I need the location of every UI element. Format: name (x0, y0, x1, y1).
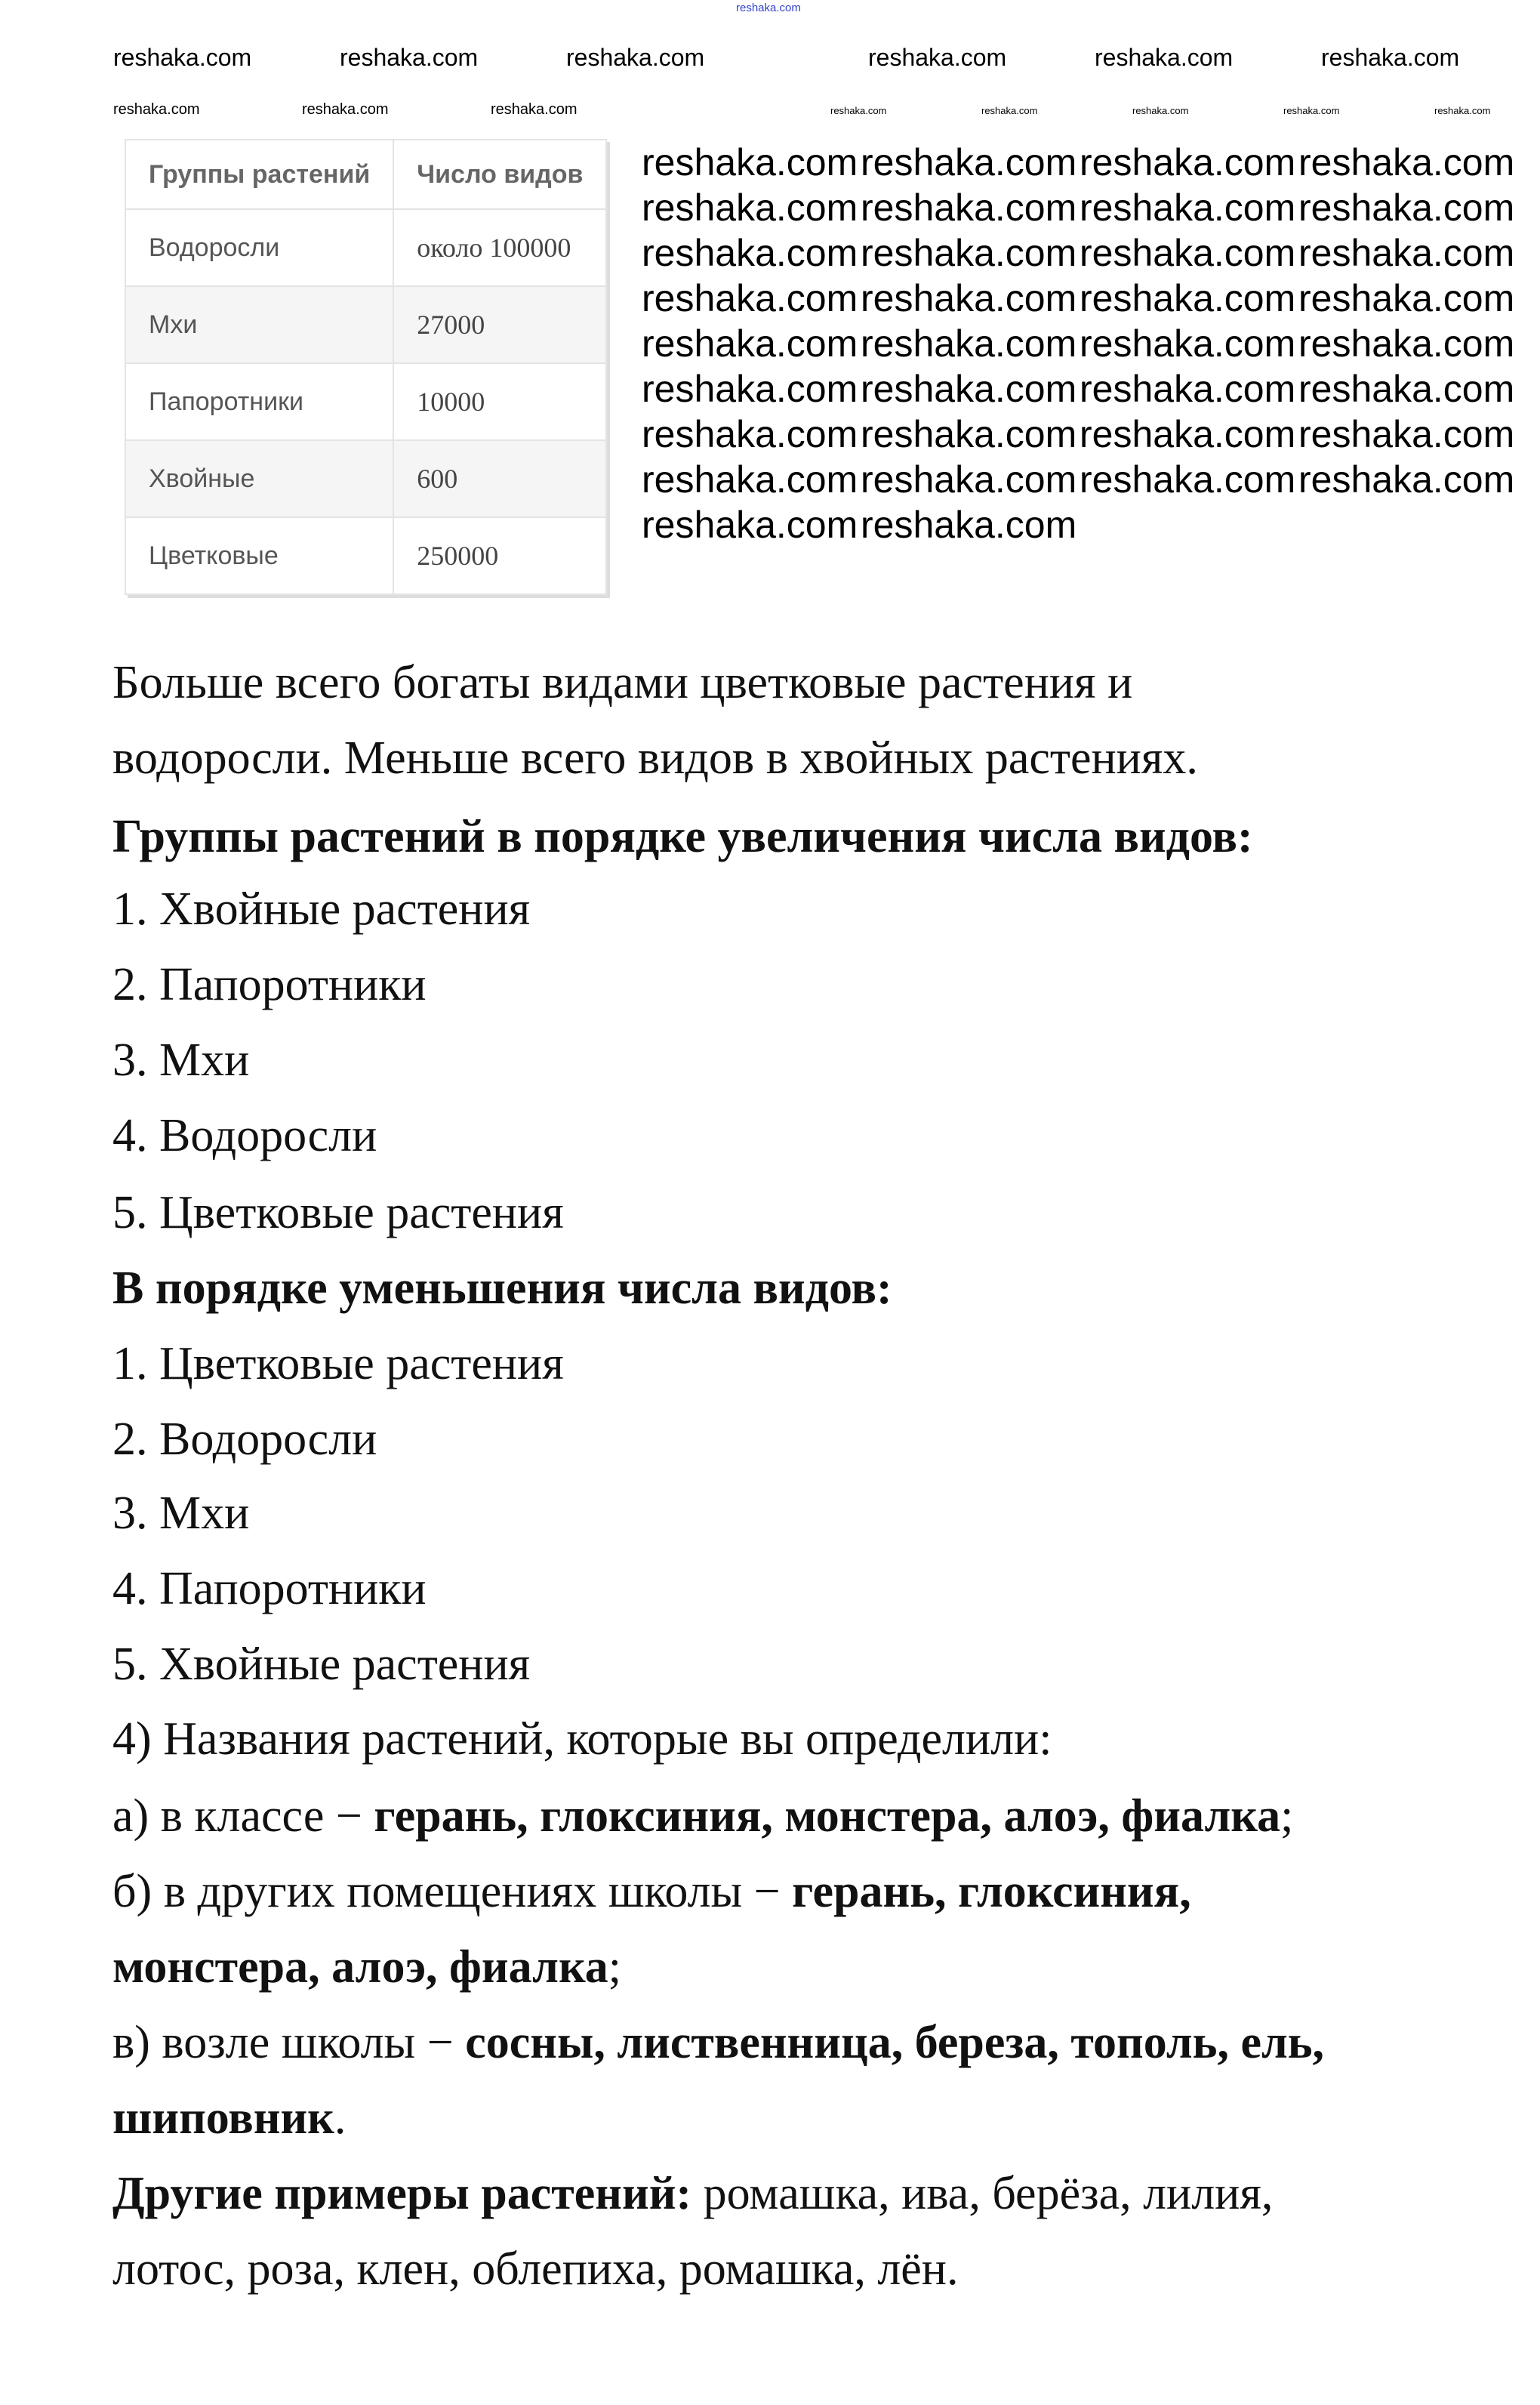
watermark: reshaka.com (1298, 232, 1515, 274)
watermark: reshaka.com (642, 141, 858, 183)
other-examples (112, 2163, 1273, 2224)
header-count: Число видов (393, 140, 606, 209)
plant-species-table (125, 139, 607, 595)
watermark: reshaka.com (1080, 368, 1296, 410)
cell-count: 600 (393, 440, 606, 517)
watermark: reshaka.com (1434, 105, 1491, 116)
watermark: reshaka.com (1095, 44, 1234, 71)
heading-increase: Группы растений в порядке увеличения числа видов: (112, 811, 1253, 862)
punct: . (334, 2092, 346, 2144)
answer-v-plants: сосны, лиственница, береза, тополь, ель, (465, 2017, 1325, 2068)
watermark: reshaka.com (1080, 277, 1296, 319)
cell-count: 10000 (393, 363, 606, 440)
answer-a-prefix: а) в классе − (112, 1790, 374, 1842)
watermark: reshaka.com (1298, 277, 1515, 319)
answer-b (112, 1861, 1191, 1922)
watermark: reshaka.com (1080, 187, 1296, 229)
other-examples-cont: лотос, роза, клен, облепиха, ромашка, лён. (112, 2243, 959, 2295)
watermark: reshaka.com (642, 368, 858, 410)
watermark: reshaka.com (868, 44, 1007, 71)
answer-b-cont (112, 1937, 621, 1997)
list-item: 4. Папоротники (112, 1563, 427, 1614)
other-label: Другие примеры растений: (112, 2168, 692, 2219)
other-list: ромашка, ива, берёза, лилия, (691, 2168, 1274, 2219)
watermark: reshaka.com (642, 277, 858, 319)
cell-group: Цветковые (125, 517, 393, 594)
watermark: reshaka.com (1321, 44, 1460, 71)
watermark: reshaka.com (861, 413, 1077, 455)
watermark: reshaka.com (566, 44, 705, 71)
watermark: reshaka.com (861, 232, 1077, 274)
list-item: 5. Цветковые растения (112, 1187, 564, 1238)
watermark: reshaka.com (1298, 368, 1515, 410)
answer-a-plants: герань, глоксиния, монстера, алоэ, фиалка (374, 1790, 1281, 1842)
watermark: reshaka.com (302, 101, 389, 118)
watermark: reshaka.com (1298, 322, 1515, 365)
list-item: 3. Мхи (112, 1488, 250, 1539)
watermark: reshaka.com (642, 187, 858, 229)
list-item: 2. Водоросли (112, 1414, 377, 1465)
watermark: reshaka.com (861, 322, 1077, 365)
cell-group: Хвойные (125, 440, 393, 517)
watermark: reshaka.com (861, 141, 1077, 183)
watermark: reshaka.com (642, 458, 858, 501)
list-item: 3. Мхи (112, 1034, 250, 1086)
paragraph-line: Больше всего богаты видами цветковые растения и (112, 657, 1133, 708)
watermark: reshaka.com (642, 504, 858, 546)
watermark: reshaka.com (1298, 458, 1515, 501)
header-group: Группы растений (125, 140, 393, 209)
watermark: reshaka.com (1080, 413, 1296, 455)
cell-count: около 100000 (393, 209, 606, 286)
list-item: 1. Хвойные растения (112, 883, 531, 935)
watermark: reshaka.com (1283, 105, 1340, 116)
watermark: reshaka.com (1080, 232, 1296, 274)
punct: ; (1280, 1790, 1294, 1842)
watermark: reshaka.com (1298, 141, 1515, 183)
heading-decrease: В порядке уменьшения числа видов: (112, 1263, 892, 1314)
answer-b-prefix: б) в других помещениях школы − (112, 1866, 793, 1917)
cell-count: 250000 (393, 517, 606, 594)
answer-v-cont (112, 2088, 346, 2148)
watermark: reshaka.com (1080, 458, 1296, 501)
answer-v-plants: шиповник (112, 2092, 334, 2144)
list-item: 4. Водоросли (112, 1110, 377, 1161)
answer-a (112, 1786, 1293, 1846)
answer-v (112, 2012, 1324, 2073)
cell-group: Водоросли (125, 209, 393, 286)
watermark: reshaka.com (1080, 141, 1296, 183)
answer-b-plants: герань, глоксиния, (792, 1866, 1191, 1917)
list-item: 1. Цветковые растения (112, 1338, 564, 1389)
list-item: 2. Папоротники (112, 959, 427, 1010)
watermark: reshaka.com (1298, 187, 1515, 229)
watermark: reshaka.com (491, 101, 578, 118)
paragraph-line: водоросли. Меньше всего видов в хвойных растениях. (112, 732, 1198, 784)
cell-count: 27000 (393, 286, 606, 363)
watermark: reshaka.com (642, 413, 858, 455)
punct: ; (608, 1941, 621, 1993)
watermark: reshaka.com (1132, 105, 1189, 116)
watermark: reshaka.com (861, 458, 1077, 501)
watermark: reshaka.com (113, 44, 252, 71)
watermark: reshaka.com (1298, 413, 1515, 455)
watermark: reshaka.com (642, 322, 858, 365)
watermark: reshaka.com (642, 232, 858, 274)
watermark: reshaka.com (830, 105, 887, 116)
question-4: 4) Названия растений, которые вы определили: (112, 1713, 1052, 1765)
answer-b-plants: монстера, алоэ, фиалка (112, 1941, 608, 1993)
watermark: reshaka.com (861, 504, 1077, 546)
cell-group: Папоротники (125, 363, 393, 440)
watermark: reshaka.com (1080, 322, 1296, 365)
list-item: 5. Хвойные растения (112, 1639, 531, 1690)
site-link[interactable]: reshaka.com (736, 2, 801, 14)
watermark: reshaka.com (113, 101, 200, 118)
watermark: reshaka.com (861, 368, 1077, 410)
watermark: reshaka.com (981, 105, 1038, 116)
cell-group: Мхи (125, 286, 393, 363)
answer-v-prefix: в) возле школы − (112, 2017, 466, 2068)
watermark: reshaka.com (340, 44, 479, 71)
watermark: reshaka.com (861, 187, 1077, 229)
watermark: reshaka.com (861, 277, 1077, 319)
